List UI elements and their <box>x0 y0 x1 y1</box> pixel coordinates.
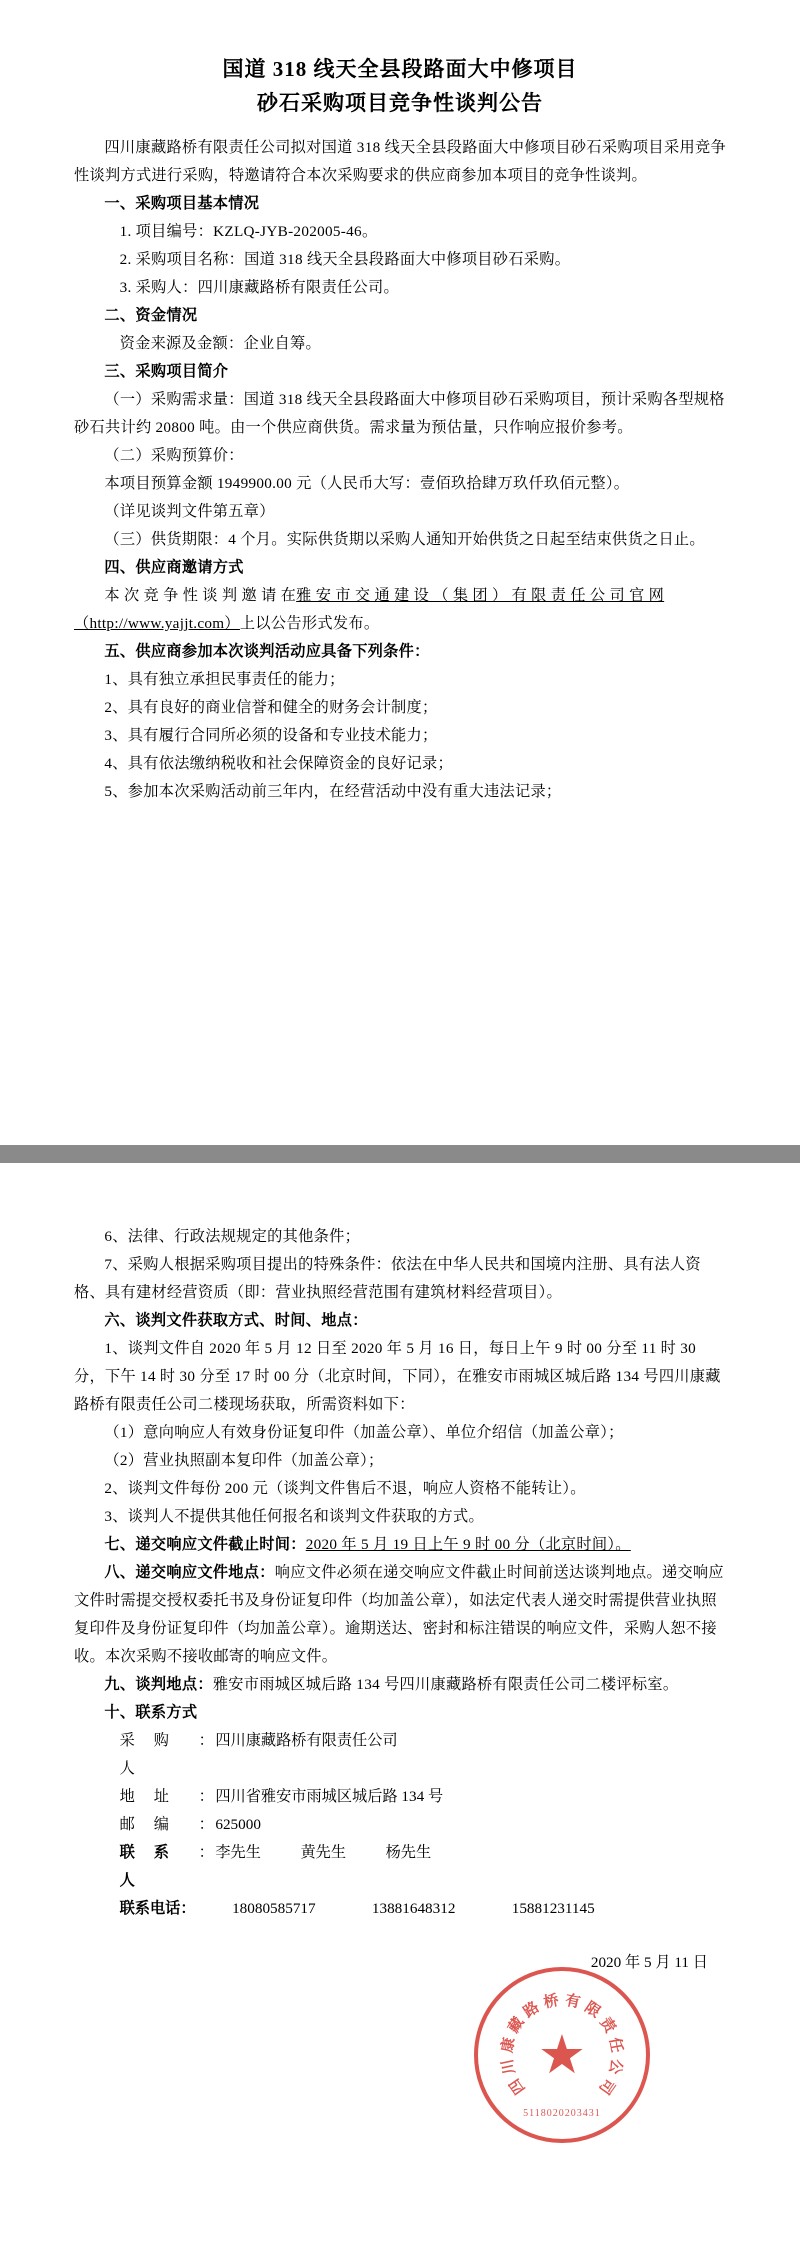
section-4-url[interactable]: （http://www.yajjt.com） <box>74 615 240 632</box>
section-3-budget-note: （详见谈判文件第五章） <box>104 503 275 520</box>
section-5-heading: 五、供应商参加本次谈判活动应具备下列条件： <box>104 643 430 660</box>
section-5-item-1: 1、具有独立承担民事责任的能力； <box>104 671 345 688</box>
contact-colon-3: ： <box>198 1816 214 1833</box>
section-5-item-5: 5、参加本次采购活动前三年内，在经营活动中没有重大违法记录； <box>104 783 562 800</box>
section-9-heading: 九、谈判地点： <box>104 1676 213 1693</box>
section-6-heading: 六、谈判文件获取方式、时间、地点： <box>104 1312 368 1329</box>
section-5-item-6: 6、法律、行政法规规定的其他条件； <box>104 1228 361 1245</box>
contact-phone-3: 15881231145 <box>511 1900 595 1917</box>
document-page-2 <box>0 1163 800 2263</box>
contact-phones-row <box>74 1895 726 1923</box>
contact-colon-4: ： <box>198 1844 214 1861</box>
section-7-line <box>74 1531 726 1559</box>
company-seal-stamp <box>474 1967 650 2143</box>
contact-persons-label: 联 系 人 <box>119 1844 177 1889</box>
contact-block <box>74 1727 726 1923</box>
section-1-item-2: 2. 采购项目名称：国道 318 线天全县段路面大中修项目砂石采购。 <box>119 251 571 268</box>
contact-person-2: 黄先生 <box>300 1844 347 1861</box>
section-8-heading: 八、递交响应文件地点： <box>104 1564 275 1581</box>
section-3-paragraph-1: （一）采购需求量：国道 318 线天全县段路面大中修项目砂石采购项目，预计采购各型规格砂石共计约 20800 吨。由一个供应商供货。需求量为预估量，只作响应报价参考。 <box>74 391 725 436</box>
section-4-paragraph-cont <box>74 610 726 638</box>
contact-person-3: 杨先生 <box>385 1844 432 1861</box>
contact-address-value: 四川省雅安市雨城区城后路 134 号 <box>215 1788 444 1805</box>
section-5-item-7: 7、采购人根据采购项目提出的特殊条件：依法在中华人民共和国境内注册、具有法人资格、具有建材经营资质（即：营业执照经营范围有建筑材料经营项目）。 <box>74 1256 701 1301</box>
section-5-item-4: 4、具有依法缴纳税收和社会保障资金的良好记录； <box>104 755 454 772</box>
contact-persons-row <box>74 1839 726 1895</box>
section-3-heading: 三、采购项目简介 <box>104 363 229 380</box>
document-date: 2020 年 5 月 11 日 <box>590 1954 708 1971</box>
section-8-line <box>74 1559 726 1671</box>
section-4-org-link[interactable]: 雅 安 市 交 通 建 设 （ 集 团 ） 有 限 责 任 公 司 官 网 <box>296 587 665 604</box>
contact-colon-2: ： <box>198 1788 214 1805</box>
section-8-paragraph: 响应文件必须在递交响应文件截止时间前送达谈判地点。递交响应文件时需提交授权委托书及身份证复印件（均加盖公章），如法定代表人递交时需提供营业执照复印件及身份证复印件（均加盖公章）。逾期送达、密封和标注错误的响应文件，采购人恕不接收。本次采购不接收邮寄的响应文件。 <box>74 1564 724 1665</box>
contact-phone-label: 联系电话： <box>119 1900 196 1917</box>
section-5-item-2: 2、具有良好的商业信誉和健全的财务会计制度； <box>104 699 438 716</box>
section-6-item-2: 2、谈判文件每份 200 元（谈判文件售后不退，响应人资格不能转让）。 <box>104 1480 586 1497</box>
section-1-heading: 一、采购项目基本情况 <box>104 195 260 212</box>
section-2-item-1: 资金来源及金额：企业自筹。 <box>119 335 321 352</box>
contact-phone-1: 18080585717 <box>232 1900 316 1917</box>
section-6-item-1b: （2）营业执照副本复印件（加盖公章）； <box>104 1452 384 1469</box>
section-5-item-3: 3、具有履行合同所必须的设备和专业技术能力； <box>104 727 438 744</box>
section-9-paragraph: 雅安市雨城区城后路 134 号四川康藏路桥有限责任公司二楼评标室。 <box>212 1676 679 1693</box>
contact-address-row <box>74 1783 726 1811</box>
section-2-heading: 二、资金情况 <box>104 307 198 324</box>
section-3-subheading-2: （二）采购预算价： <box>104 447 244 464</box>
section-4-paragraph <box>74 582 726 610</box>
contact-phone-2: 13881648312 <box>371 1900 456 1917</box>
intro-paragraph: 四川康藏路桥有限责任公司拟对国道 318 线天全县段路面大中修项目砂石采购项目采用竞争性谈判方式进行采购，特邀请符合本次采购要求的供应商参加本项目的竞争性谈判。 <box>74 139 726 184</box>
section-7-deadline: 2020 年 5 月 19 日上午 9 时 00 分（北京时间）。 <box>305 1536 631 1553</box>
seal-ring-text: 四 川 康 藏 路 桥 有 限 责 任 公 司 <box>499 1992 625 2097</box>
section-4-heading: 四、供应商邀请方式 <box>104 559 244 576</box>
contact-buyer-value: 四川康藏路桥有限责任公司 <box>215 1732 398 1749</box>
seal-star-icon: ★ <box>537 2025 587 2085</box>
section-1-item-1: 1. 项目编号：KZLQ-JYB-202005-46。 <box>119 223 378 240</box>
contact-postcode-value: 625000 <box>215 1816 261 1833</box>
contact-buyer-row <box>74 1727 726 1783</box>
section-4-text-a: 本 次 竞 争 性 谈 判 邀 请 在 <box>104 587 297 604</box>
section-10-heading: 十、联系方式 <box>104 1704 198 1721</box>
page-separator <box>0 1145 800 1163</box>
page-title-line1: 国道 318 线天全县段路面大中修项目 <box>222 57 578 81</box>
section-6-item-1: 1、谈判文件自 2020 年 5 月 12 日至 2020 年 5 月 16 日，每日上午 9 时 00 分至 11 时 30 分，下午 14 时 30 分至 17 时 00 分（北京时间，下同），在雅安市雨城区城后路 134 号四川康藏路桥有限责任公司二楼现场获取，所需资料如下： <box>74 1340 721 1413</box>
section-6-item-1a: （1）意向响应人有效身份证复印件（加盖公章）、单位介绍信（加盖公章）； <box>104 1424 624 1441</box>
contact-postcode-row <box>74 1811 726 1839</box>
section-6-item-3: 3、谈判人不提供其他任何报名和谈判文件获取的方式。 <box>104 1508 484 1525</box>
section-1-item-3: 3. 采购人：四川康藏路桥有限责任公司。 <box>119 279 399 296</box>
contact-buyer-label: 采 购 人 <box>119 1732 177 1777</box>
section-7-heading: 七、递交响应文件截止时间： <box>104 1536 306 1553</box>
section-3-budget: 本项目预算金额 1949900.00 元（人民币大写：壹佰玖拾肆万玖仟玖佰元整）。 <box>104 475 630 492</box>
contact-person-1: 李先生 <box>215 1844 261 1861</box>
contact-colon-1: ： <box>198 1732 214 1749</box>
page-title-line2: 砂石采购项目竞争性谈判公告 <box>257 91 543 115</box>
section-3-paragraph-3: （三）供货期限：4 个月。实际供货期以采购人通知开始供货之日起至结束供货之日止。 <box>104 531 705 548</box>
seal-bottom-text: 5118020203431 <box>523 2108 601 2119</box>
section-9-line <box>74 1671 726 1699</box>
contact-postcode-label: 邮 编 <box>119 1816 177 1833</box>
section-4-text-b: 上以公告形式发布。 <box>239 615 380 632</box>
contact-address-label: 地 址 <box>119 1788 177 1805</box>
